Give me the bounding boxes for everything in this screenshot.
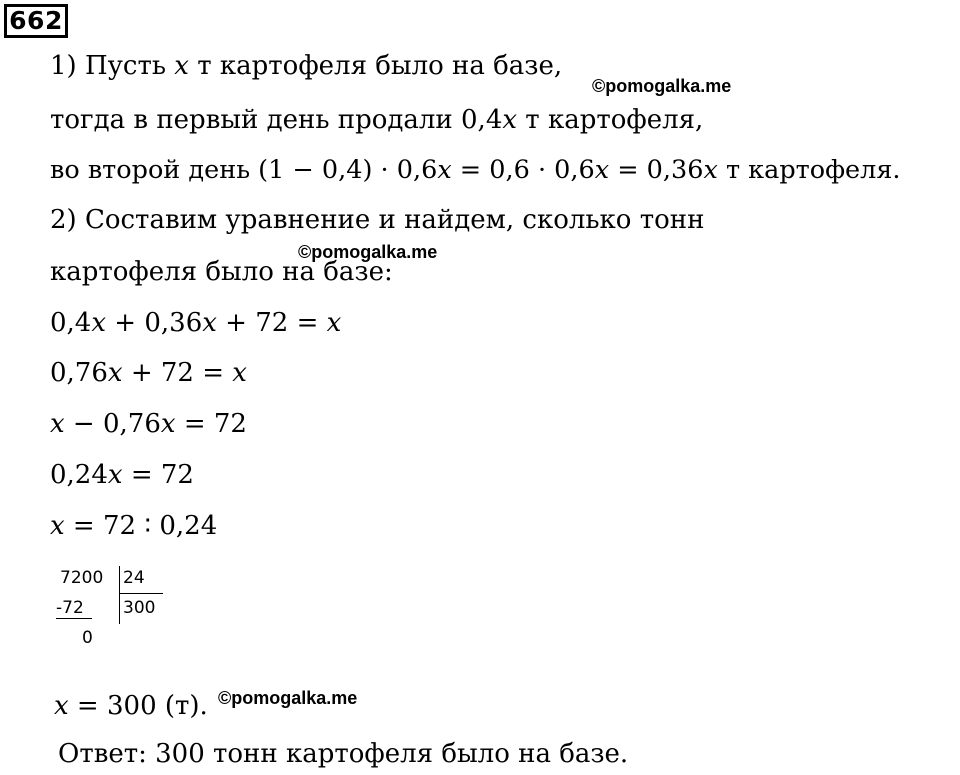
division-horizontal-bar xyxy=(119,593,163,594)
variable-x: x xyxy=(232,358,247,388)
variable-x: x xyxy=(50,511,65,541)
line-text: 0,4 xyxy=(50,308,92,338)
line-text: 2) Составим уравнение и найдем, сколько тонн xyxy=(50,205,705,235)
equation-line-5 xyxy=(50,510,217,542)
long-division xyxy=(56,564,196,654)
solution-line-3 xyxy=(50,154,901,186)
watermark: ©pomogalka.me xyxy=(592,76,732,96)
line-text: = 0,6 · 0,6 xyxy=(451,155,595,185)
equation-line-2 xyxy=(50,357,247,389)
line-text: = 300 (т). xyxy=(68,691,208,721)
solution-line-5 xyxy=(50,256,393,288)
solution-line-2 xyxy=(50,104,703,136)
variable-x: x xyxy=(91,308,107,338)
variable-x: x xyxy=(703,155,718,185)
variable-x: x xyxy=(326,308,342,338)
division-divisor: 24 xyxy=(123,568,145,588)
line-text: 1) Пусть xyxy=(50,51,175,81)
division-vertical-bar xyxy=(119,566,120,624)
line-text: т картофеля было на базе, xyxy=(188,51,563,81)
equation-line-3 xyxy=(50,408,247,440)
line-text: 0,24 xyxy=(50,460,108,490)
line-text: Ответ: 300 тонн картофеля было на базе. xyxy=(58,739,629,769)
result-line xyxy=(54,690,208,722)
variable-x: x xyxy=(160,409,176,439)
line-text: + 72 = xyxy=(216,308,327,338)
line-text: 0,76 xyxy=(50,358,108,388)
variable-x: x xyxy=(50,409,65,439)
equation-line-4 xyxy=(50,459,194,491)
division-subtrahend: -72 xyxy=(56,598,84,618)
line-text: + 72 = xyxy=(122,358,233,388)
watermark: ©pomogalka.me xyxy=(298,242,438,262)
answer-line xyxy=(58,738,628,770)
division-quotient: 300 xyxy=(123,598,156,618)
variable-x: x xyxy=(502,105,518,135)
variable-x: x xyxy=(202,308,217,338)
equation-line-1 xyxy=(50,307,341,339)
line-text: = 72 xyxy=(122,460,194,490)
variable-x: x xyxy=(107,358,123,388)
solution-line-4 xyxy=(50,204,704,236)
line-text: − 0,76 xyxy=(64,409,161,439)
variable-x: x xyxy=(107,460,123,490)
division-underline xyxy=(56,618,92,619)
line-text: = 72 ∶ 0,24 xyxy=(64,511,218,541)
variable-x: x xyxy=(174,51,189,81)
watermark: ©pomogalka.me xyxy=(218,688,358,708)
variable-x: x xyxy=(437,155,452,185)
division-remainder: 0 xyxy=(82,628,93,648)
variable-x: x xyxy=(54,691,69,721)
line-text: = 0,36 xyxy=(609,155,704,185)
division-dividend: 7200 xyxy=(60,568,104,588)
variable-x: x xyxy=(594,155,610,185)
line-text: + 0,36 xyxy=(106,308,203,338)
line-text: т картофеля, xyxy=(517,105,704,135)
line-text: т картофеля. xyxy=(717,155,901,185)
problem-number: 662 xyxy=(4,4,68,38)
line-text: тогда в первый день продали 0,4 xyxy=(50,105,503,135)
line-text: картофеля было на базе: xyxy=(50,257,393,287)
solution-line-1 xyxy=(50,50,562,82)
line-text: во второй день (1 − 0,4) · 0,6 xyxy=(50,155,438,185)
line-text: = 72 xyxy=(175,409,247,439)
